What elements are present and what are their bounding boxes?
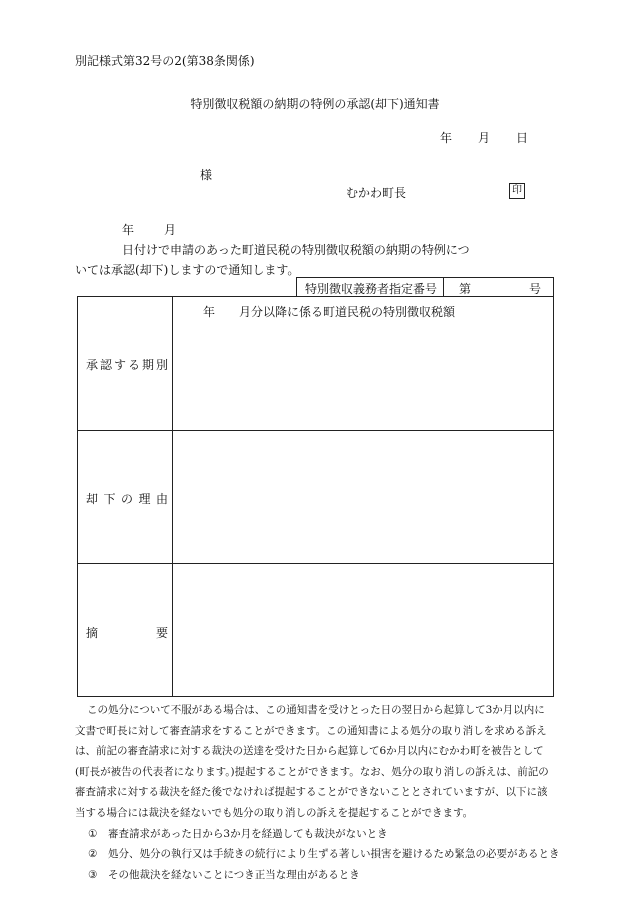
body-year-label: 年 [122, 223, 135, 237]
appeal-notice [75, 700, 560, 885]
body-paragraph [75, 220, 553, 280]
decision-table [77, 296, 554, 697]
notice-item-mark: ① [88, 827, 98, 840]
table-row-divider [78, 563, 553, 564]
issuer-name: むかわ町長 [346, 186, 407, 200]
approved-period-label: 承認する期別 [86, 358, 168, 372]
date-year-label: 年 [440, 131, 453, 145]
approved-period-year: 年 [203, 305, 216, 319]
designation-number-box [296, 277, 554, 297]
date-day-label: 日 [516, 131, 529, 145]
notice-paragraph: この処分について不服がある場合は、この通知書を受けとった日の翌日から起算して3か月以内に文書で町長に対して審査請求をすることができます。この通知書による処分の取り消しを求める訴えは、前記の審査請求に対する裁決の送達を受けた日から起算して6か月以内にむかわ町を被告として(町長が被告の代表者になります。)提起することができます。なお、処分の取り消しの訴えは、前記の審査請求に対する裁決を経た後でなければ提起することができないこととされていますが、以下に該当する場合には裁決を経ないでも処分の取り消しの訴えを提起することができます。 [75, 704, 549, 819]
rejection-reason-label: 却下の理由 [86, 492, 168, 506]
approved-period-text: 月分以降に係る町道民税の特別徴収税額 [239, 305, 456, 319]
body-line1: 日付けで申請のあった町道民税の特別徴収税額の納期の特例につ [122, 243, 470, 257]
form-code: 別記様式第32号の2(第38条関係) [75, 54, 255, 68]
designation-divider [443, 278, 444, 297]
designation-label: 特別徴収義務者指定番号 [305, 282, 438, 296]
notice-item-mark: ③ [88, 868, 98, 881]
body-month-label: 月 [164, 223, 177, 237]
notice-item [75, 865, 555, 886]
remarks-label-b: 要 [155, 626, 168, 640]
remarks-label-a: 摘 [86, 626, 99, 640]
approved-period-caption [203, 303, 455, 320]
notice-item-text: その他裁決を経ないことにつき正当な理由があるとき [108, 868, 360, 881]
notice-item-text: 審査請求があった日から3か月を経過しても裁決がないとき [108, 827, 388, 840]
notice-item-mark: ② [88, 848, 98, 861]
seal-mark: 印 [509, 183, 525, 199]
notice-item [75, 844, 560, 865]
document-title: 特別徴収税額の納期の特例の承認(却下)通知書 [190, 97, 440, 111]
designation-go: 号 [529, 282, 542, 296]
notice-item-text: 処分、処分の執行又は手続きの続行により生ずる著しい損害を避けるため緊急の必要があるとき [108, 848, 560, 861]
designation-dai: 第 [459, 282, 472, 296]
body-line2: いては承認(却下)しますので通知します。 [75, 263, 300, 277]
table-row-divider [78, 430, 553, 431]
issue-date [440, 129, 528, 146]
notice-item [75, 824, 555, 845]
remarks-label [86, 624, 168, 641]
addressee: 様 [200, 168, 213, 182]
date-month-label: 月 [478, 131, 491, 145]
table-column-divider [172, 297, 173, 696]
